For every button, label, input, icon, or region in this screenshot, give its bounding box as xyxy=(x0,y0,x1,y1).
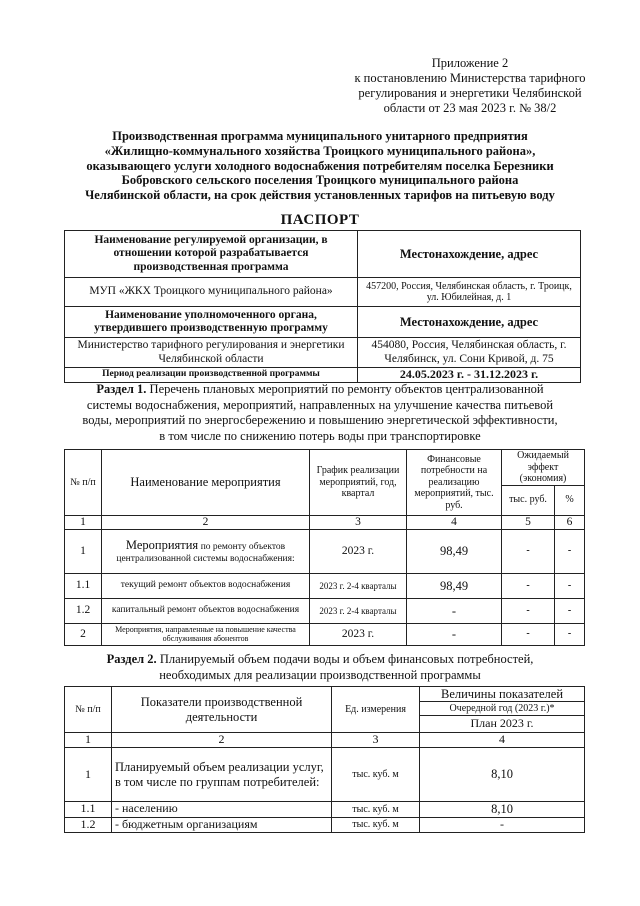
s1-row-pct: - xyxy=(555,598,585,623)
s1-row-rub: - xyxy=(502,598,555,623)
title-line: Челябинской области, на срок действия установленных тарифов на питьевую воду xyxy=(85,188,555,203)
address-header-cell: Местонахождение, адрес xyxy=(358,231,581,278)
section2-heading xyxy=(40,652,600,683)
authority-address-cell: 454080, Россия, Челябинская область, г. Челябинск, ул. Сони Кривой, д. 75 xyxy=(358,338,581,368)
authority-header-cell: Наименование уполномоченного органа, утвердившего производственную программу xyxy=(65,307,358,338)
s1-row-schedule: 2023 г. 2-4 кварталы xyxy=(310,598,407,623)
s2-col-number: 3 xyxy=(332,733,420,748)
s1-header-schedule: График реализации мероприятий, год, квартал xyxy=(310,450,407,516)
document-title xyxy=(40,129,600,203)
title-line: Производственная программа муниципального унитарного предприятия xyxy=(112,129,528,143)
section1-heading-line: воды, мероприятий по энергосбережению и повышению энергетической эффективности, xyxy=(82,413,558,427)
s2-row-value: - xyxy=(420,817,585,832)
table-row xyxy=(65,529,585,573)
org-name-cell: МУП «ЖКХ Троицкого муниципального района» xyxy=(65,278,358,307)
annex-line: области от 23 мая 2023 г. № 38/2 xyxy=(383,101,557,115)
s1-row-finance: - xyxy=(407,623,502,645)
s1-col-number: 1 xyxy=(65,515,102,529)
s2-header-num: № п/п xyxy=(65,687,112,733)
s2-row-indicator: - населению xyxy=(112,802,332,817)
s2-row-indicator: Планируемый объем реализации услуг, в том числе по группам потребителей: xyxy=(112,748,332,802)
s2-row-value: 8,10 xyxy=(420,802,585,817)
s1-row-name xyxy=(102,529,310,573)
s1-row-num: 1 xyxy=(65,529,102,573)
s1-header-effect-pct: % xyxy=(555,485,585,515)
s1-row-finance: 98,49 xyxy=(407,529,502,573)
section1-table xyxy=(64,449,585,646)
s1-header-finance: Финансовые потребности на реализацию мероприятий, тыс. руб. xyxy=(407,450,502,516)
s2-header-next-year: Очередной год (2023 г.)* xyxy=(420,702,585,716)
table-row xyxy=(65,817,585,832)
s1-row-name: капитальный ремонт объектов водоснабжения xyxy=(102,598,310,623)
s2-col-number: 4 xyxy=(420,733,585,748)
annex-line: регулирования и энергетики Челябинской xyxy=(358,86,582,100)
s1-row-num: 2 xyxy=(65,623,102,645)
s2-row-unit: тыс. куб. м xyxy=(332,802,420,817)
s2-row-num: 1 xyxy=(65,748,112,802)
s2-header-plan: План 2023 г. xyxy=(420,716,585,733)
section2-table xyxy=(64,686,585,833)
s2-header-values: Величины показателей xyxy=(420,687,585,702)
s1-row-name-rest: по ремонту объектов централизованной системы водоснабжения: xyxy=(116,541,295,564)
s1-header-name: Наименование мероприятия xyxy=(102,450,310,516)
s1-col-number: 5 xyxy=(502,515,555,529)
table-row xyxy=(65,598,585,623)
passport-heading: ПАСПОРТ xyxy=(280,212,360,228)
s1-row-rub: - xyxy=(502,573,555,598)
annex-block xyxy=(330,56,610,116)
title-line: «Жилищно-коммунального хозяйства Троицкого муниципального района», xyxy=(104,143,536,158)
authority-address-header-cell: Местонахождение, адрес xyxy=(358,307,581,338)
section1-heading-line: системы водоснабжения, мероприятий, направленных на улучшение качества питьевой xyxy=(86,397,554,412)
s1-row-schedule: 2023 г. 2-4 кварталы xyxy=(310,573,407,598)
s2-col-number: 2 xyxy=(112,733,332,748)
s1-row-num: 1.1 xyxy=(65,573,102,598)
s1-row-rub: - xyxy=(502,623,555,645)
s2-row-unit: тыс. куб. м xyxy=(332,817,420,832)
s1-header-effect: Ожидаемый эффект (экономия) xyxy=(502,450,585,486)
table-row xyxy=(65,623,585,645)
passport-table xyxy=(64,230,581,383)
s1-col-number: 2 xyxy=(102,515,310,529)
s2-header-indicator: Показатели производственной деятельности xyxy=(112,687,332,733)
table-row xyxy=(65,748,585,802)
annex-line: к постановлению Министерства тарифного xyxy=(354,71,586,85)
s1-row-name: Мероприятия, направленные на повышение качества обслуживания абонентов xyxy=(102,623,310,645)
s1-col-number: 6 xyxy=(555,515,585,529)
s2-row-value: 8,10 xyxy=(420,748,585,802)
s1-row-pct: - xyxy=(555,573,585,598)
s1-row-name: текущий ремонт объектов водоснабжения xyxy=(102,573,310,598)
s1-row-finance: 98,49 xyxy=(407,573,502,598)
s1-row-pct: - xyxy=(555,529,585,573)
section1-heading-text: Перечень плановых мероприятий по ремонту объектов централизованной xyxy=(146,382,544,396)
s1-col-number: 3 xyxy=(310,515,407,529)
s2-header-unit: Ед. измерения xyxy=(332,687,420,733)
s1-header-effect-rub: тыс. руб. xyxy=(502,485,555,515)
period-label-cell: Период реализации производственной программы xyxy=(65,368,358,383)
s1-col-number: 4 xyxy=(407,515,502,529)
s1-row-rub: - xyxy=(502,529,555,573)
section1-label: Раздел 1. xyxy=(96,382,147,396)
s2-row-num: 1.2 xyxy=(65,817,112,832)
table-row xyxy=(65,802,585,817)
title-line: Бобровского сельского поселения Троицкого муниципального района xyxy=(121,173,519,188)
s1-row-pct: - xyxy=(555,623,585,645)
section2-label: Раздел 2. xyxy=(106,652,157,666)
s1-header-num: № п/п xyxy=(65,450,102,516)
section2-heading-text: Планируемый объем подачи воды и объем финансовых потребностей, xyxy=(156,652,534,666)
s2-row-unit: тыс. куб. м xyxy=(332,748,420,802)
section1-heading-line xyxy=(40,382,600,398)
authority-name-cell: Министерство тарифного регулирования и энергетики Челябинской области xyxy=(65,338,358,368)
section2-heading-line: необходимых для реализации производственной программы xyxy=(159,667,481,682)
section2-heading-line xyxy=(40,652,600,668)
s2-col-number: 1 xyxy=(65,733,112,748)
annex-line: Приложение 2 xyxy=(431,56,509,70)
s1-row-name-main: Мероприятия xyxy=(125,537,199,552)
table-row xyxy=(65,573,585,598)
section1-heading xyxy=(40,382,600,444)
s1-row-finance: - xyxy=(407,598,502,623)
org-address-cell: 457200, Россия, Челябинская область, г. Троицк, ул. Юбилейная, д. 1 xyxy=(358,278,581,307)
title-line: оказывающего услуги холодного водоснабжения потребителям поселка Березники xyxy=(86,158,554,173)
s2-row-num: 1.1 xyxy=(65,802,112,817)
s2-row-indicator: - бюджетным организациям xyxy=(112,817,332,832)
s1-row-schedule: 2023 г. xyxy=(310,623,407,645)
period-value-cell: 24.05.2023 г. - 31.12.2023 г. xyxy=(358,368,581,383)
section1-heading-line: в том числе по снижению потерь воды при транспортировке xyxy=(159,428,481,443)
s1-row-num: 1.2 xyxy=(65,598,102,623)
s1-row-schedule: 2023 г. xyxy=(310,529,407,573)
org-header-cell: Наименование регулируемой организации, в отношении которой разрабатывается производственная программа xyxy=(65,231,358,278)
